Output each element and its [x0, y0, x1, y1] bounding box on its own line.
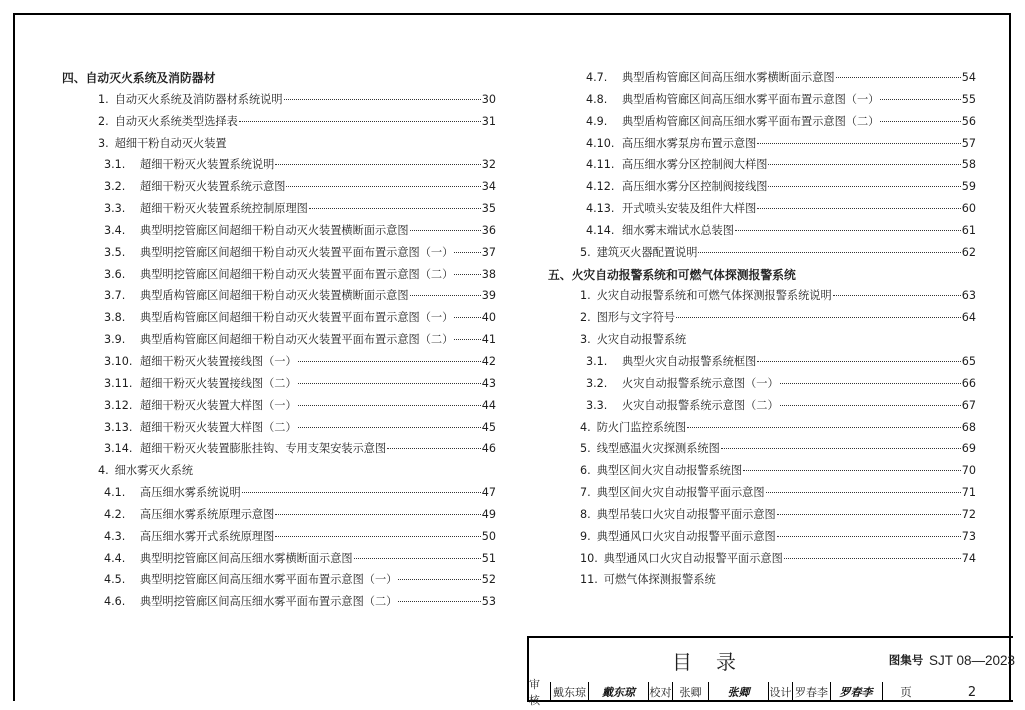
toc-entry-title: 典型区间火灾自动报警系统图 [596, 464, 743, 478]
toc-entry-number: 4.9. [586, 114, 608, 128]
toc-entry-title: 可燃气体探测报警系统 [603, 573, 716, 587]
toc-entry-title: 超细干粉灭火装置系统说明 [140, 158, 275, 172]
toc-entry-title: 典型盾构管廊区间高压细水雾平面布置示意图（二） [622, 114, 880, 128]
toc-entry [548, 376, 976, 398]
toc-entry-page: 51 [481, 551, 496, 565]
toc-entry [62, 245, 496, 267]
dot-leader [743, 470, 961, 471]
design-name: 罗春李 [793, 682, 831, 702]
toc-entry-number: 3.6. [104, 267, 126, 281]
toc-section-heading [62, 70, 496, 92]
toc-entry [548, 70, 976, 92]
dot-leader [757, 208, 960, 209]
toc-entry-title: 高压细水雾分区控制阀大样图 [622, 158, 768, 172]
toc-entry-number: 8. [580, 507, 591, 521]
toc-entry-title: 自动灭火系统类型选择表 [114, 114, 238, 128]
toc-entry-number: 4.13. [586, 202, 615, 216]
page-label: 页 [900, 685, 912, 699]
toc-entry [62, 157, 496, 179]
title-block [527, 636, 1016, 707]
toc-entry-number: 11. [580, 573, 598, 587]
dot-leader [784, 558, 961, 559]
toc-entry-number: 3.7. [104, 289, 126, 303]
toc-entry [62, 179, 496, 201]
toc-entry-number: 7. [580, 486, 591, 500]
toc-right-column [548, 70, 976, 594]
toc-entry-number: 4.8. [586, 92, 608, 106]
toc-entry [548, 223, 976, 245]
toc-entry-page: 56 [961, 114, 976, 128]
dot-leader [284, 99, 481, 100]
dot-leader [768, 164, 960, 165]
toc-entry-page: 39 [481, 289, 496, 303]
toc-entry [62, 288, 496, 310]
dot-leader [687, 427, 961, 428]
toc-entry-number: 3.8. [104, 311, 126, 325]
toc-entry-page: 37 [481, 245, 496, 259]
toc-entry [548, 354, 976, 376]
toc-entry-title: 细水雾灭火系统 [114, 464, 194, 478]
toc-entry-number: 3.2. [586, 376, 608, 390]
toc-entry-number: 4. [580, 420, 591, 434]
toc-entry-page: 65 [961, 354, 976, 368]
dot-leader [275, 164, 480, 165]
toc-entry-page: 46 [481, 442, 496, 456]
toc-entry-page: 35 [481, 202, 496, 216]
toc-entry-number: 3. [580, 333, 591, 347]
toc-section-heading [548, 267, 976, 289]
toc-entry-title: 火灾自动报警系统 [596, 333, 687, 347]
toc-entry [548, 398, 976, 420]
toc-entry-page: 62 [961, 245, 976, 259]
toc-entry-page: 42 [481, 354, 496, 368]
toc-entry-number: 3.1. [104, 158, 126, 172]
dot-leader [880, 121, 960, 122]
toc-entry-page: 30 [481, 92, 496, 106]
toc-entry-number: 4.3. [104, 529, 126, 543]
toc-entry-number: 4.4. [104, 551, 126, 565]
toc-entry-page: 41 [481, 333, 496, 347]
design-label: 设计 [769, 682, 793, 702]
toc-entry-title: 超细干粉灭火装置大样图（一） [140, 398, 297, 412]
toc-entry-page: 63 [961, 289, 976, 303]
toc-entry [548, 507, 976, 529]
toc-entry [548, 114, 976, 136]
toc-entry [548, 463, 976, 485]
toc-entry-page: 36 [481, 223, 496, 237]
dot-leader [676, 317, 961, 318]
toc-entry-number: 3.14. [104, 442, 133, 456]
toc-entry-title: 防火门监控系统图 [596, 420, 687, 434]
toc-entry-number: 4. [98, 464, 109, 478]
toc-entry-page: 52 [481, 573, 496, 587]
toc-entry-page: 45 [481, 420, 496, 434]
toc-entry [62, 136, 496, 158]
toc-entry-number: 3.11. [104, 376, 133, 390]
dot-leader [454, 252, 480, 253]
page-number: 2 [967, 684, 977, 700]
toc-entry-page: 57 [961, 136, 976, 150]
toc-entry-title: 超细干粉灭火装置接线图（二） [140, 376, 297, 390]
dot-leader [757, 143, 960, 144]
toc-entry [548, 332, 976, 354]
toc-entry-number: 4.7. [586, 71, 608, 84]
toc-entry-page: 61 [961, 223, 976, 237]
toc-entry-number: 2. [580, 311, 591, 325]
toc-entry-number: 3.3. [104, 202, 126, 216]
toc-entry-number: 9. [580, 529, 591, 543]
toc-entry [62, 354, 496, 376]
toc-entry-page: 73 [961, 529, 976, 543]
signature-row [529, 678, 883, 707]
toc-entry [548, 245, 976, 267]
toc-entry-title: 四、自动灭火系统及消防器材 [62, 71, 216, 85]
dot-leader [410, 295, 481, 296]
toc-entry-title: 高压细水雾泵房布置示意图 [622, 136, 757, 150]
toc-entry-title: 自动灭火系统及消防器材系统说明 [114, 92, 283, 106]
dot-leader [387, 448, 481, 449]
toc-entry-title: 图形与文字符号 [596, 311, 676, 325]
toc-entry [548, 572, 976, 594]
dot-leader [239, 121, 481, 122]
toc-entry-number: 4.6. [104, 595, 126, 609]
dot-leader [777, 514, 961, 515]
toc-entry-title: 超细干粉自动灭火装置 [114, 136, 227, 150]
toc-entry [62, 267, 496, 289]
toc-entry [62, 594, 496, 616]
dot-leader [298, 361, 481, 362]
toc-entry-title: 建筑灭火器配置说明 [596, 245, 698, 259]
toc-entry [548, 310, 976, 332]
toc-entry [548, 420, 976, 442]
toc-entry [62, 463, 496, 485]
toc-entry-title: 典型火灾自动报警系统框图 [622, 354, 757, 368]
toc-entry [62, 223, 496, 245]
dot-leader [757, 361, 960, 362]
toc-entry [548, 92, 976, 114]
toc-entry [548, 441, 976, 463]
toc-entry-number: 3.13. [104, 420, 133, 434]
dot-leader [286, 186, 480, 187]
toc-entry-page: 50 [481, 529, 496, 543]
toc-entry [62, 572, 496, 594]
toc-entry-page: 49 [481, 507, 496, 521]
dot-leader [298, 427, 481, 428]
toc-entry-number: 1. [98, 92, 109, 106]
review-label: 审核 [529, 682, 551, 702]
toc-entry-page: 31 [481, 114, 496, 128]
dot-leader [454, 339, 480, 340]
toc-entry-page: 70 [961, 464, 976, 478]
toc-entry-number: 3.12. [104, 398, 133, 412]
check-name: 张卿 [673, 682, 709, 702]
toc-entry-page: 34 [481, 180, 496, 194]
toc-entry-page: 69 [961, 442, 976, 456]
toc-entry-number: 4.11. [586, 158, 615, 172]
toc-entry [62, 507, 496, 529]
toc-entry-title: 典型明挖管廊区间超细干粉自动灭火装置平面布置示意图（二） [140, 267, 454, 281]
toc-entry-page: 44 [481, 398, 496, 412]
dot-leader [242, 492, 481, 493]
toc-entry-number: 10. [580, 551, 598, 565]
toc-entry-number: 3.4. [104, 223, 126, 237]
toc-entry [548, 201, 976, 223]
toc-entry [62, 92, 496, 114]
toc-entry-title: 高压细水雾系统原理示意图 [140, 507, 275, 521]
toc-entry-title: 超细干粉灭火装置系统示意图 [140, 180, 286, 194]
toc-entry [548, 485, 976, 507]
dot-leader [780, 405, 961, 406]
atlas-number-label: 图集号 [888, 653, 924, 667]
toc-entry-title: 典型盾构管廊区间超细干粉自动灭火装置平面布置示意图（一） [140, 311, 454, 325]
toc-entry-title: 典型盾构管廊区间超细干粉自动灭火装置横断面示意图 [140, 289, 409, 303]
dot-leader [454, 274, 480, 275]
toc-entry-number: 5. [580, 245, 591, 259]
dot-leader [454, 317, 480, 318]
toc-entry-number: 3.2. [104, 180, 126, 194]
toc-entry-page: 74 [961, 551, 976, 565]
toc-entry-page: 47 [481, 486, 496, 500]
toc-entry-title: 典型盾构管廊区间高压细水雾横断面示意图 [622, 71, 835, 84]
toc-entry-number: 6. [580, 464, 591, 478]
dot-leader [275, 514, 480, 515]
dot-leader [836, 77, 961, 78]
design-signature: 罗春李 [839, 686, 873, 699]
toc-entry-page: 55 [961, 92, 976, 106]
dot-leader [410, 230, 481, 231]
toc-entry-title: 高压细水雾开式系统原理图 [140, 529, 275, 543]
toc-entry-number: 3.3. [586, 398, 608, 412]
toc-entry-page: 64 [961, 311, 976, 325]
toc-entry-title: 超细干粉灭火装置接线图（一） [140, 354, 297, 368]
toc-entry-title: 开式喷头安装及组件大样图 [622, 202, 757, 216]
toc-entry-number: 5. [580, 442, 591, 456]
toc-entry-title: 超细干粉灭火装置大样图（二） [140, 420, 297, 434]
toc-left-column [62, 70, 496, 616]
dot-leader [275, 536, 480, 537]
check-label: 校对 [649, 682, 673, 702]
dot-leader [735, 230, 961, 231]
toc-entry-page: 54 [961, 71, 976, 84]
dot-leader [298, 383, 481, 384]
review-name: 戴东琼 [551, 682, 589, 702]
toc-entry-number: 3.10. [104, 354, 133, 368]
toc-entry-title: 典型明挖管廊区间超细干粉自动灭火装置横断面示意图 [140, 223, 409, 237]
toc-entry-title: 典型区间火灾自动报警平面示意图 [596, 486, 765, 500]
toc-entry-page: 32 [481, 158, 496, 172]
dot-leader [780, 383, 961, 384]
toc-entry-title: 典型明挖管廊区间高压细水雾横断面示意图 [140, 551, 353, 565]
toc-entry [62, 551, 496, 573]
toc-entry-number: 4.2. [104, 507, 126, 521]
toc-entry-title: 典型明挖管廊区间高压细水雾平面布置示意图（一） [140, 573, 398, 587]
toc-entry-number: 4.10. [586, 136, 615, 150]
toc-entry-title: 典型通风口火灾自动报警平面示意图 [596, 529, 776, 543]
dot-leader [398, 579, 480, 580]
toc-entry-page: 71 [961, 486, 976, 500]
dot-leader [354, 558, 481, 559]
dot-leader [721, 448, 961, 449]
toc-entry-number: 4.14. [586, 223, 615, 237]
toc-entry-page: 67 [961, 398, 976, 412]
toc-entry [548, 179, 976, 201]
toc-entry-number: 4.5. [104, 573, 126, 587]
dot-leader [309, 208, 481, 209]
toc-entry-title: 线型感温火灾探测系统图 [596, 442, 720, 456]
toc-entry-title: 超细干粉灭火装置系统控制原理图 [140, 202, 308, 216]
toc-entry-title: 典型盾构管廊区间高压细水雾平面布置示意图（一） [622, 92, 880, 106]
toc-entry [548, 288, 976, 310]
toc-entry-page: 60 [961, 202, 976, 216]
toc-entry [548, 157, 976, 179]
toc-entry-number: 1. [580, 289, 591, 303]
toc-entry [62, 420, 496, 442]
toc-entry-title: 高压细水雾系统说明 [140, 486, 241, 500]
toc-entry-number: 3. [98, 136, 109, 150]
toc-entry [62, 332, 496, 354]
toc-entry [548, 136, 976, 158]
check-signature: 张卿 [709, 682, 769, 702]
toc-entry-page: 40 [481, 311, 496, 325]
toc-entry-title: 典型明挖管廊区间超细干粉自动灭火装置平面布置示意图（一） [140, 245, 454, 259]
toc-entry [62, 310, 496, 332]
dot-leader [766, 492, 961, 493]
toc-entry-page: 66 [961, 376, 976, 390]
toc-entry-title: 典型明挖管廊区间高压细水雾平面布置示意图（二） [140, 595, 398, 609]
toc-entry [548, 551, 976, 573]
toc-entry [62, 441, 496, 463]
toc-entry-page: 43 [481, 376, 496, 390]
toc-entry [62, 485, 496, 507]
title-block-title: 目录 [672, 649, 760, 674]
toc-entry-page: 59 [961, 180, 976, 194]
dot-leader [298, 405, 481, 406]
toc-entry-title: 典型通风口火灾自动报警平面示意图 [603, 551, 783, 565]
dot-leader [880, 99, 960, 100]
toc-entry-number: 3.5. [104, 245, 126, 259]
toc-entry-title: 火灾自动报警系统和可燃气体探测报警系统说明 [596, 289, 832, 303]
dot-leader [398, 601, 480, 602]
dot-leader [768, 186, 960, 187]
toc-entry-number: 2. [98, 114, 109, 128]
dot-leader [833, 295, 961, 296]
toc-entry-title: 超细干粉灭火装置膨胀挂钩、专用支架安装示意图 [140, 442, 387, 456]
toc-entry [62, 529, 496, 551]
toc-entry-title: 高压细水雾分区控制阀接线图 [622, 180, 768, 194]
toc-entry-page: 38 [481, 267, 496, 281]
toc-entry [62, 114, 496, 136]
toc-entry-title: 五、火灾自动报警系统和可燃气体探测报警系统 [548, 267, 796, 282]
toc-entry [62, 201, 496, 223]
toc-entry-number: 4.12. [586, 180, 615, 194]
toc-entry-title: 典型吊装口火灾自动报警平面示意图 [596, 507, 776, 521]
atlas-number: SJT 08—2023 [928, 652, 1016, 668]
toc-entry-title: 细水雾末端试水总装图 [622, 223, 734, 237]
toc-entry [62, 376, 496, 398]
toc-entry-page: 72 [961, 507, 976, 521]
toc-entry-number: 3.9. [104, 333, 126, 347]
toc-entry-page: 58 [961, 158, 976, 172]
toc-entry-title: 火灾自动报警系统示意图（一） [622, 376, 779, 390]
toc-entry-number: 4.1. [104, 486, 126, 500]
toc-entry-page: 68 [961, 420, 976, 434]
review-signature: 戴东琼 [589, 682, 649, 702]
toc-entry [62, 398, 496, 420]
dot-leader [698, 252, 960, 253]
toc-entry-title: 火灾自动报警系统示意图（二） [622, 398, 779, 412]
dot-leader [777, 536, 961, 537]
toc-entry-page: 53 [481, 595, 496, 609]
toc-entry-title: 典型盾构管廊区间超细干粉自动灭火装置平面布置示意图（二） [140, 333, 454, 347]
toc-entry [548, 529, 976, 551]
toc-entry-number: 3.1. [586, 354, 608, 368]
